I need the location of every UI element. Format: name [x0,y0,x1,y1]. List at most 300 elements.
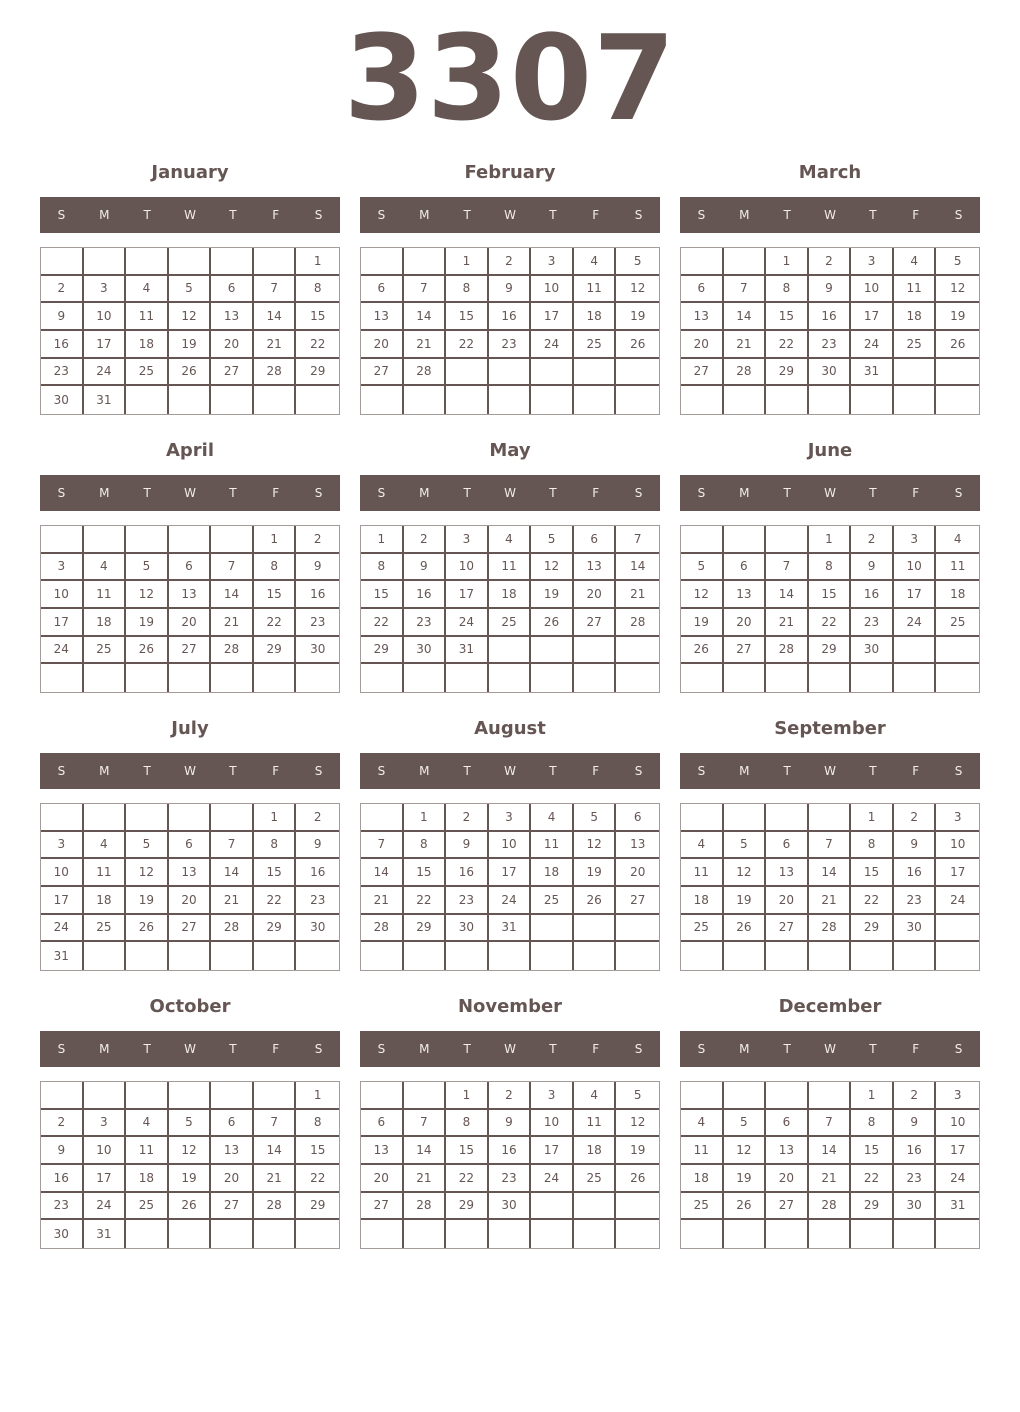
weekday-label: M [419,764,430,778]
weekday-header [680,1031,980,1067]
weekday-header [40,1031,340,1067]
month-title: January [151,162,229,183]
day-cell: 4 [126,1110,169,1138]
day-cell [126,942,169,970]
day-cell: 21 [361,887,404,915]
weekday-label: S [57,208,66,222]
day-cell: 6 [361,1110,404,1138]
day-cell: 30 [446,915,489,943]
weekday-label: S [954,1042,963,1056]
day-cell: 17 [84,1165,127,1193]
day-cell [766,664,809,692]
weekday-header [40,475,340,511]
day-cell: 5 [126,832,169,860]
day-cell [169,942,212,970]
day-cell: 21 [616,581,659,609]
day-cell: 27 [574,609,617,637]
day-cell: 6 [169,832,212,860]
day-cell [574,942,617,970]
day-cell: 5 [724,832,767,860]
day-cell: 30 [809,359,852,387]
day-cell: 26 [616,331,659,359]
day-cell: 19 [126,609,169,637]
day-cell [446,386,489,414]
day-cell: 12 [126,581,169,609]
day-grid [680,525,980,693]
day-cell: 3 [936,804,979,832]
day-cell [126,664,169,692]
weekday-label: T [549,486,557,500]
day-cell: 6 [211,1110,254,1138]
day-cell: 31 [84,1220,127,1248]
day-cell: 10 [41,859,84,887]
day-cell: 11 [574,1110,617,1138]
day-cell: 6 [616,804,659,832]
day-cell: 24 [894,609,937,637]
day-cell: 22 [296,1165,339,1193]
day-cell: 5 [724,1110,767,1138]
weekday-label: F [912,764,920,778]
day-cell: 28 [809,915,852,943]
day-cell [361,664,404,692]
day-cell [724,942,767,970]
day-cell: 30 [296,915,339,943]
day-cell: 14 [809,859,852,887]
day-cell [169,526,212,554]
weekday-header [680,197,980,233]
day-cell: 23 [894,887,937,915]
day-cell: 22 [296,331,339,359]
weekday-label: T [463,1042,471,1056]
day-cell: 20 [616,859,659,887]
day-cell: 3 [489,804,532,832]
day-cell: 23 [446,887,489,915]
day-cell [489,1220,532,1248]
day-cell: 16 [489,1137,532,1165]
day-cell [169,664,212,692]
day-cell: 15 [851,1137,894,1165]
day-cell: 7 [211,832,254,860]
weekday-header [360,1031,660,1067]
day-cell: 12 [531,554,574,582]
day-cell [296,386,339,414]
day-cell: 18 [574,303,617,331]
day-cell: 29 [446,1193,489,1221]
day-cell [681,1082,724,1110]
day-cell [41,248,84,276]
day-cell: 30 [41,1220,84,1248]
weekday-label: T [143,764,151,778]
day-cell: 22 [446,331,489,359]
day-cell: 23 [489,1165,532,1193]
day-cell: 4 [84,832,127,860]
month-title: October [149,996,231,1017]
day-cell [681,248,724,276]
weekday-label: T [463,208,471,222]
day-cell: 3 [531,1082,574,1110]
day-cell: 15 [361,581,404,609]
day-cell [851,942,894,970]
month-title: July [171,718,209,739]
day-cell: 25 [681,1193,724,1221]
day-cell: 29 [361,637,404,665]
day-cell: 21 [254,331,297,359]
day-cell [489,664,532,692]
day-cell: 9 [41,303,84,331]
day-cell: 23 [894,1165,937,1193]
day-cell: 28 [616,609,659,637]
day-cell: 10 [84,303,127,331]
day-cell [489,942,532,970]
day-cell: 8 [809,554,852,582]
weekday-label: F [912,486,920,500]
day-cell: 19 [724,1165,767,1193]
day-cell: 24 [936,887,979,915]
day-cell: 24 [41,637,84,665]
day-cell [211,526,254,554]
day-cell [894,637,937,665]
day-cell [681,804,724,832]
day-cell: 2 [489,1082,532,1110]
day-cell: 7 [809,1110,852,1138]
day-cell: 25 [84,637,127,665]
day-cell: 9 [296,554,339,582]
weekday-label: S [634,208,643,222]
day-cell [211,1220,254,1248]
day-cell: 16 [851,581,894,609]
weekday-label: S [697,208,706,222]
day-cell [446,359,489,387]
day-cell: 5 [936,248,979,276]
weekday-label: W [504,764,516,778]
day-cell: 2 [404,526,447,554]
day-cell: 19 [169,1165,212,1193]
day-cell: 23 [41,359,84,387]
day-cell [446,664,489,692]
day-cell: 29 [766,359,809,387]
day-cell: 15 [254,859,297,887]
weekday-label: M [419,486,430,500]
day-cell: 8 [851,832,894,860]
day-cell: 30 [851,637,894,665]
day-cell [809,1220,852,1248]
day-cell: 1 [851,1082,894,1110]
day-cell [809,942,852,970]
day-cell: 2 [489,248,532,276]
day-cell: 24 [41,915,84,943]
day-cell: 20 [361,1165,404,1193]
month-title: June [807,440,853,461]
day-cell [531,386,574,414]
day-cell [724,526,767,554]
day-cell: 26 [126,915,169,943]
weekday-label: M [99,208,110,222]
day-cell: 14 [724,303,767,331]
weekday-label: T [143,1042,151,1056]
day-cell: 19 [574,859,617,887]
day-cell: 18 [126,1165,169,1193]
day-cell: 31 [936,1193,979,1221]
day-cell [126,1220,169,1248]
weekday-label: S [954,764,963,778]
day-cell [211,1082,254,1110]
day-cell: 16 [41,1165,84,1193]
day-cell: 21 [766,609,809,637]
day-grid [40,803,340,971]
day-cell: 7 [766,554,809,582]
day-cell [446,1220,489,1248]
day-cell: 3 [936,1082,979,1110]
day-cell: 29 [296,1193,339,1221]
day-cell: 30 [404,637,447,665]
weekday-label: S [57,764,66,778]
day-cell: 13 [169,859,212,887]
weekday-label: S [697,764,706,778]
weekday-label: M [419,1042,430,1056]
day-cell: 27 [616,887,659,915]
day-cell: 1 [404,804,447,832]
day-cell [766,942,809,970]
day-cell: 6 [766,1110,809,1138]
day-cell: 7 [724,276,767,304]
day-cell [126,804,169,832]
weekday-label: W [184,764,196,778]
day-cell [936,1220,979,1248]
day-cell: 12 [169,1137,212,1165]
day-cell: 1 [296,248,339,276]
weekday-label: T [229,208,237,222]
day-cell [489,637,532,665]
day-cell: 12 [724,859,767,887]
day-cell: 15 [254,581,297,609]
day-cell: 2 [41,276,84,304]
day-cell: 7 [404,276,447,304]
day-cell [446,942,489,970]
day-cell: 2 [851,526,894,554]
day-cell: 11 [84,581,127,609]
day-cell [681,664,724,692]
day-cell: 2 [296,526,339,554]
day-cell: 29 [851,915,894,943]
weekday-label: S [697,1042,706,1056]
day-cell: 2 [41,1110,84,1138]
weekday-label: T [143,208,151,222]
weekday-label: M [99,1042,110,1056]
day-cell [361,248,404,276]
day-cell: 5 [681,554,724,582]
day-cell: 14 [616,554,659,582]
day-cell: 28 [404,359,447,387]
day-grid [360,1081,660,1249]
day-cell: 24 [936,1165,979,1193]
day-cell: 13 [681,303,724,331]
day-cell: 23 [296,609,339,637]
day-cell: 5 [616,248,659,276]
day-cell: 15 [766,303,809,331]
day-cell: 12 [616,1110,659,1138]
weekday-header [40,197,340,233]
day-cell: 22 [766,331,809,359]
day-cell [361,942,404,970]
day-cell: 15 [851,859,894,887]
day-cell: 16 [894,859,937,887]
day-cell [489,386,532,414]
day-cell: 14 [766,581,809,609]
weekday-label: W [824,1042,836,1056]
day-cell [936,942,979,970]
day-cell: 11 [84,859,127,887]
weekday-label: T [869,1042,877,1056]
day-cell [894,386,937,414]
day-cell [84,248,127,276]
day-cell: 25 [574,1165,617,1193]
day-cell: 23 [404,609,447,637]
weekday-label: M [99,764,110,778]
day-cell: 9 [41,1137,84,1165]
day-cell [936,386,979,414]
day-cell: 29 [404,915,447,943]
day-cell [574,664,617,692]
day-cell [84,942,127,970]
day-cell [211,804,254,832]
day-cell: 19 [616,1137,659,1165]
day-cell: 10 [531,1110,574,1138]
day-cell: 6 [681,276,724,304]
day-cell: 12 [681,581,724,609]
day-cell: 1 [446,1082,489,1110]
day-cell: 25 [574,331,617,359]
day-cell: 12 [616,276,659,304]
day-cell: 4 [894,248,937,276]
day-cell: 31 [41,942,84,970]
day-cell [254,1082,297,1110]
weekday-label: W [824,208,836,222]
day-cell: 17 [41,887,84,915]
day-cell: 13 [211,1137,254,1165]
day-cell: 23 [809,331,852,359]
day-cell: 3 [531,248,574,276]
day-cell [41,804,84,832]
day-cell: 13 [211,303,254,331]
day-cell: 21 [724,331,767,359]
weekday-label: S [954,486,963,500]
day-cell: 22 [361,609,404,637]
weekday-label: S [634,486,643,500]
day-cell: 16 [489,303,532,331]
day-cell: 9 [446,832,489,860]
day-cell: 19 [531,581,574,609]
day-cell: 16 [404,581,447,609]
day-cell [41,526,84,554]
day-cell: 26 [169,1193,212,1221]
day-cell [126,386,169,414]
day-cell: 1 [254,804,297,832]
day-cell: 13 [361,1137,404,1165]
day-cell [681,942,724,970]
day-cell: 13 [724,581,767,609]
day-cell: 26 [936,331,979,359]
day-cell: 2 [809,248,852,276]
day-cell: 28 [724,359,767,387]
day-cell [361,386,404,414]
day-cell: 27 [766,915,809,943]
day-cell [169,1220,212,1248]
day-cell: 7 [809,832,852,860]
day-cell: 12 [169,303,212,331]
day-cell: 11 [681,1137,724,1165]
day-cell: 7 [361,832,404,860]
month-title: September [774,718,886,739]
weekday-label: M [739,764,750,778]
day-cell [254,942,297,970]
month-title: December [778,996,882,1017]
day-cell [851,386,894,414]
weekday-label: T [143,486,151,500]
day-cell [894,359,937,387]
day-cell: 5 [574,804,617,832]
day-cell [361,804,404,832]
day-cell [531,637,574,665]
day-cell: 30 [41,386,84,414]
day-cell: 3 [41,832,84,860]
day-cell [936,664,979,692]
day-cell: 13 [766,1137,809,1165]
day-cell: 30 [296,637,339,665]
day-cell: 9 [809,276,852,304]
day-cell: 4 [681,1110,724,1138]
day-cell: 17 [489,859,532,887]
day-cell: 10 [446,554,489,582]
day-cell: 18 [894,303,937,331]
day-cell: 12 [936,276,979,304]
day-cell [169,1082,212,1110]
weekday-label: T [783,1042,791,1056]
day-cell [574,637,617,665]
day-cell: 19 [724,887,767,915]
day-cell: 29 [809,637,852,665]
weekday-header [360,753,660,789]
day-cell: 22 [851,887,894,915]
day-cell [84,664,127,692]
weekday-label: F [912,208,920,222]
day-grid [680,803,980,971]
day-cell: 8 [404,832,447,860]
day-cell: 5 [126,554,169,582]
day-cell: 28 [766,637,809,665]
day-cell: 16 [809,303,852,331]
weekday-label: F [592,486,600,500]
weekday-label: S [57,486,66,500]
day-cell: 12 [126,859,169,887]
weekday-label: T [783,208,791,222]
day-cell [574,1220,617,1248]
day-cell: 14 [361,859,404,887]
day-grid [40,525,340,693]
day-cell: 26 [724,915,767,943]
day-cell: 15 [404,859,447,887]
day-cell: 26 [574,887,617,915]
day-cell: 20 [766,1165,809,1193]
day-cell: 1 [766,248,809,276]
day-cell: 17 [531,303,574,331]
day-cell [616,386,659,414]
day-cell [254,1220,297,1248]
weekday-label: S [377,486,386,500]
day-cell: 20 [361,331,404,359]
weekday-label: F [272,208,280,222]
day-cell: 12 [724,1137,767,1165]
day-cell [724,804,767,832]
